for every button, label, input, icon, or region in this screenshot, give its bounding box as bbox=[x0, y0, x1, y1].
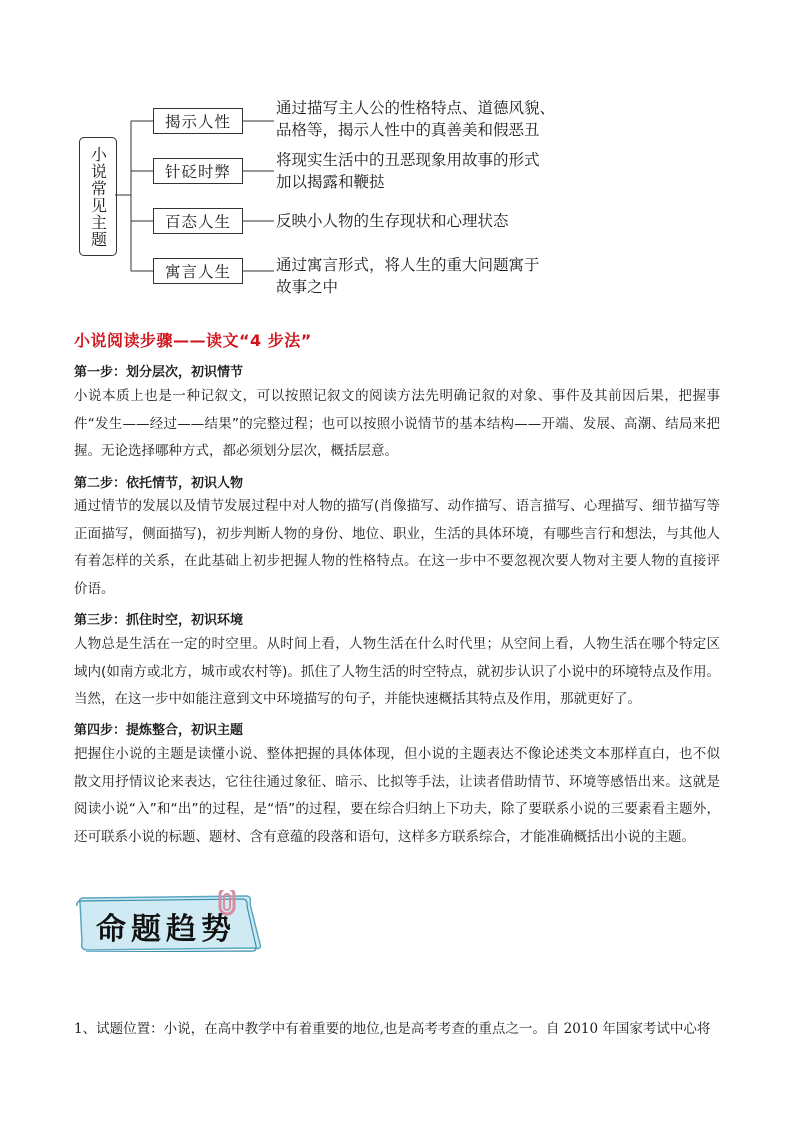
diagram-root-box: 小说常见主题 bbox=[79, 137, 117, 256]
branch-box-fable-life: 寓言人生 bbox=[153, 258, 243, 284]
branch-desc-reveal-humanity bbox=[276, 97, 626, 141]
desc-line: 品格等，揭示人性中的真善美和假恶丑 bbox=[276, 121, 540, 139]
desc-line: 故事之中 bbox=[276, 278, 339, 296]
branch-desc-varied-life bbox=[276, 210, 626, 232]
trend-item-1: 1、试题位置：小说，在高中教学中有着重要的地位,也是高考考查的重点之一。自 2010 年国家考试中心将 bbox=[74, 1021, 711, 1037]
branch-box-varied-life: 百态人生 bbox=[153, 208, 243, 234]
banner-title: 命题趋势 bbox=[96, 912, 236, 947]
branch-desc-criticize-ills bbox=[276, 149, 626, 193]
step-1-text: 小说本质上也是一种记叙文，可以按照记叙文的阅读方法先明确记叙的对象、事件及其前因后果，把握事件“发生——经过——结果”的完整过程；也可以按照小说情节的基本结构——开端、发展、高潮、结局来把握。无论选择哪种方式，都必须划分层次，概括层意。 bbox=[74, 388, 720, 459]
step-1-title: 第一步：划分层次，初识情节 bbox=[74, 365, 244, 380]
step-4-text: 把握住小说的主题是读懂小说、整体把握的具体体现，但小说的主题表达不像论述类文本那样直白，也不似散文用抒情议论来表达，它往往通过象征、暗示、比拟等手法，让读者借助情节、环境等感悟出来。这就是阅读小说“入”和“出”的过程，是“悟”的过程，要在综合归纳上下功夫，除了要联系小说的三要素看主题外，还可联系小说的标题、题材、含有意蕴的段落和语句，这样多方联系综合，才能准确概括出小说的主题。 bbox=[74, 746, 720, 845]
desc-line: 加以揭露和鞭挞 bbox=[276, 173, 385, 191]
section-title: 小说阅读步骤——读文“4 步法” bbox=[74, 331, 312, 350]
branch-desc-fable-life bbox=[276, 254, 626, 298]
desc-line: 反映小人物的生存现状和心理状态 bbox=[276, 212, 509, 230]
step-3-text: 人物总是生活在一定的时空里。从时间上看，人物生活在什么时代里；从空间上看，人物生活在哪个特定区域内(如南方或北方，城市或农村等)。抓住了人物生活的时空特点，就初步认识了小说中的环境特点及作用。当然，在这一步中如能注意到文中环境描写的句子，并能快速概括其特点及作用，那就更好了。 bbox=[74, 636, 720, 707]
desc-line: 通过寓言形式，将人生的重大问题寓于 bbox=[276, 256, 540, 274]
desc-line: 通过描写主人公的性格特点、道德风貌、 bbox=[276, 99, 556, 117]
branch-box-reveal-humanity: 揭示人性 bbox=[153, 108, 243, 134]
step-3-title: 第三步：抓住时空，初识环境 bbox=[74, 613, 244, 628]
desc-line: 将现实生活中的丑恶现象用故事的形式 bbox=[276, 151, 540, 169]
step-2-text: 通过情节的发展以及情节发展过程中对人物的描写(肖像描写、动作描写、语言描写、心理描写、细节描写等正面描写，侧面描写)，初步判断人物的身份、地位、职业，生活的具体环境，有哪些言行和想法，与其他人有着怎样的关系，在此基础上初步把握人物的性格特点。在这一步中不要忽视次要人物对主要人物的直接评价语。 bbox=[74, 498, 720, 597]
step-2-title: 第二步：依托情节，初识人物 bbox=[74, 476, 244, 491]
branch-box-criticize-ills: 针砭时弊 bbox=[153, 158, 243, 184]
step-4-title: 第四步：提炼整合，初识主题 bbox=[74, 723, 244, 738]
